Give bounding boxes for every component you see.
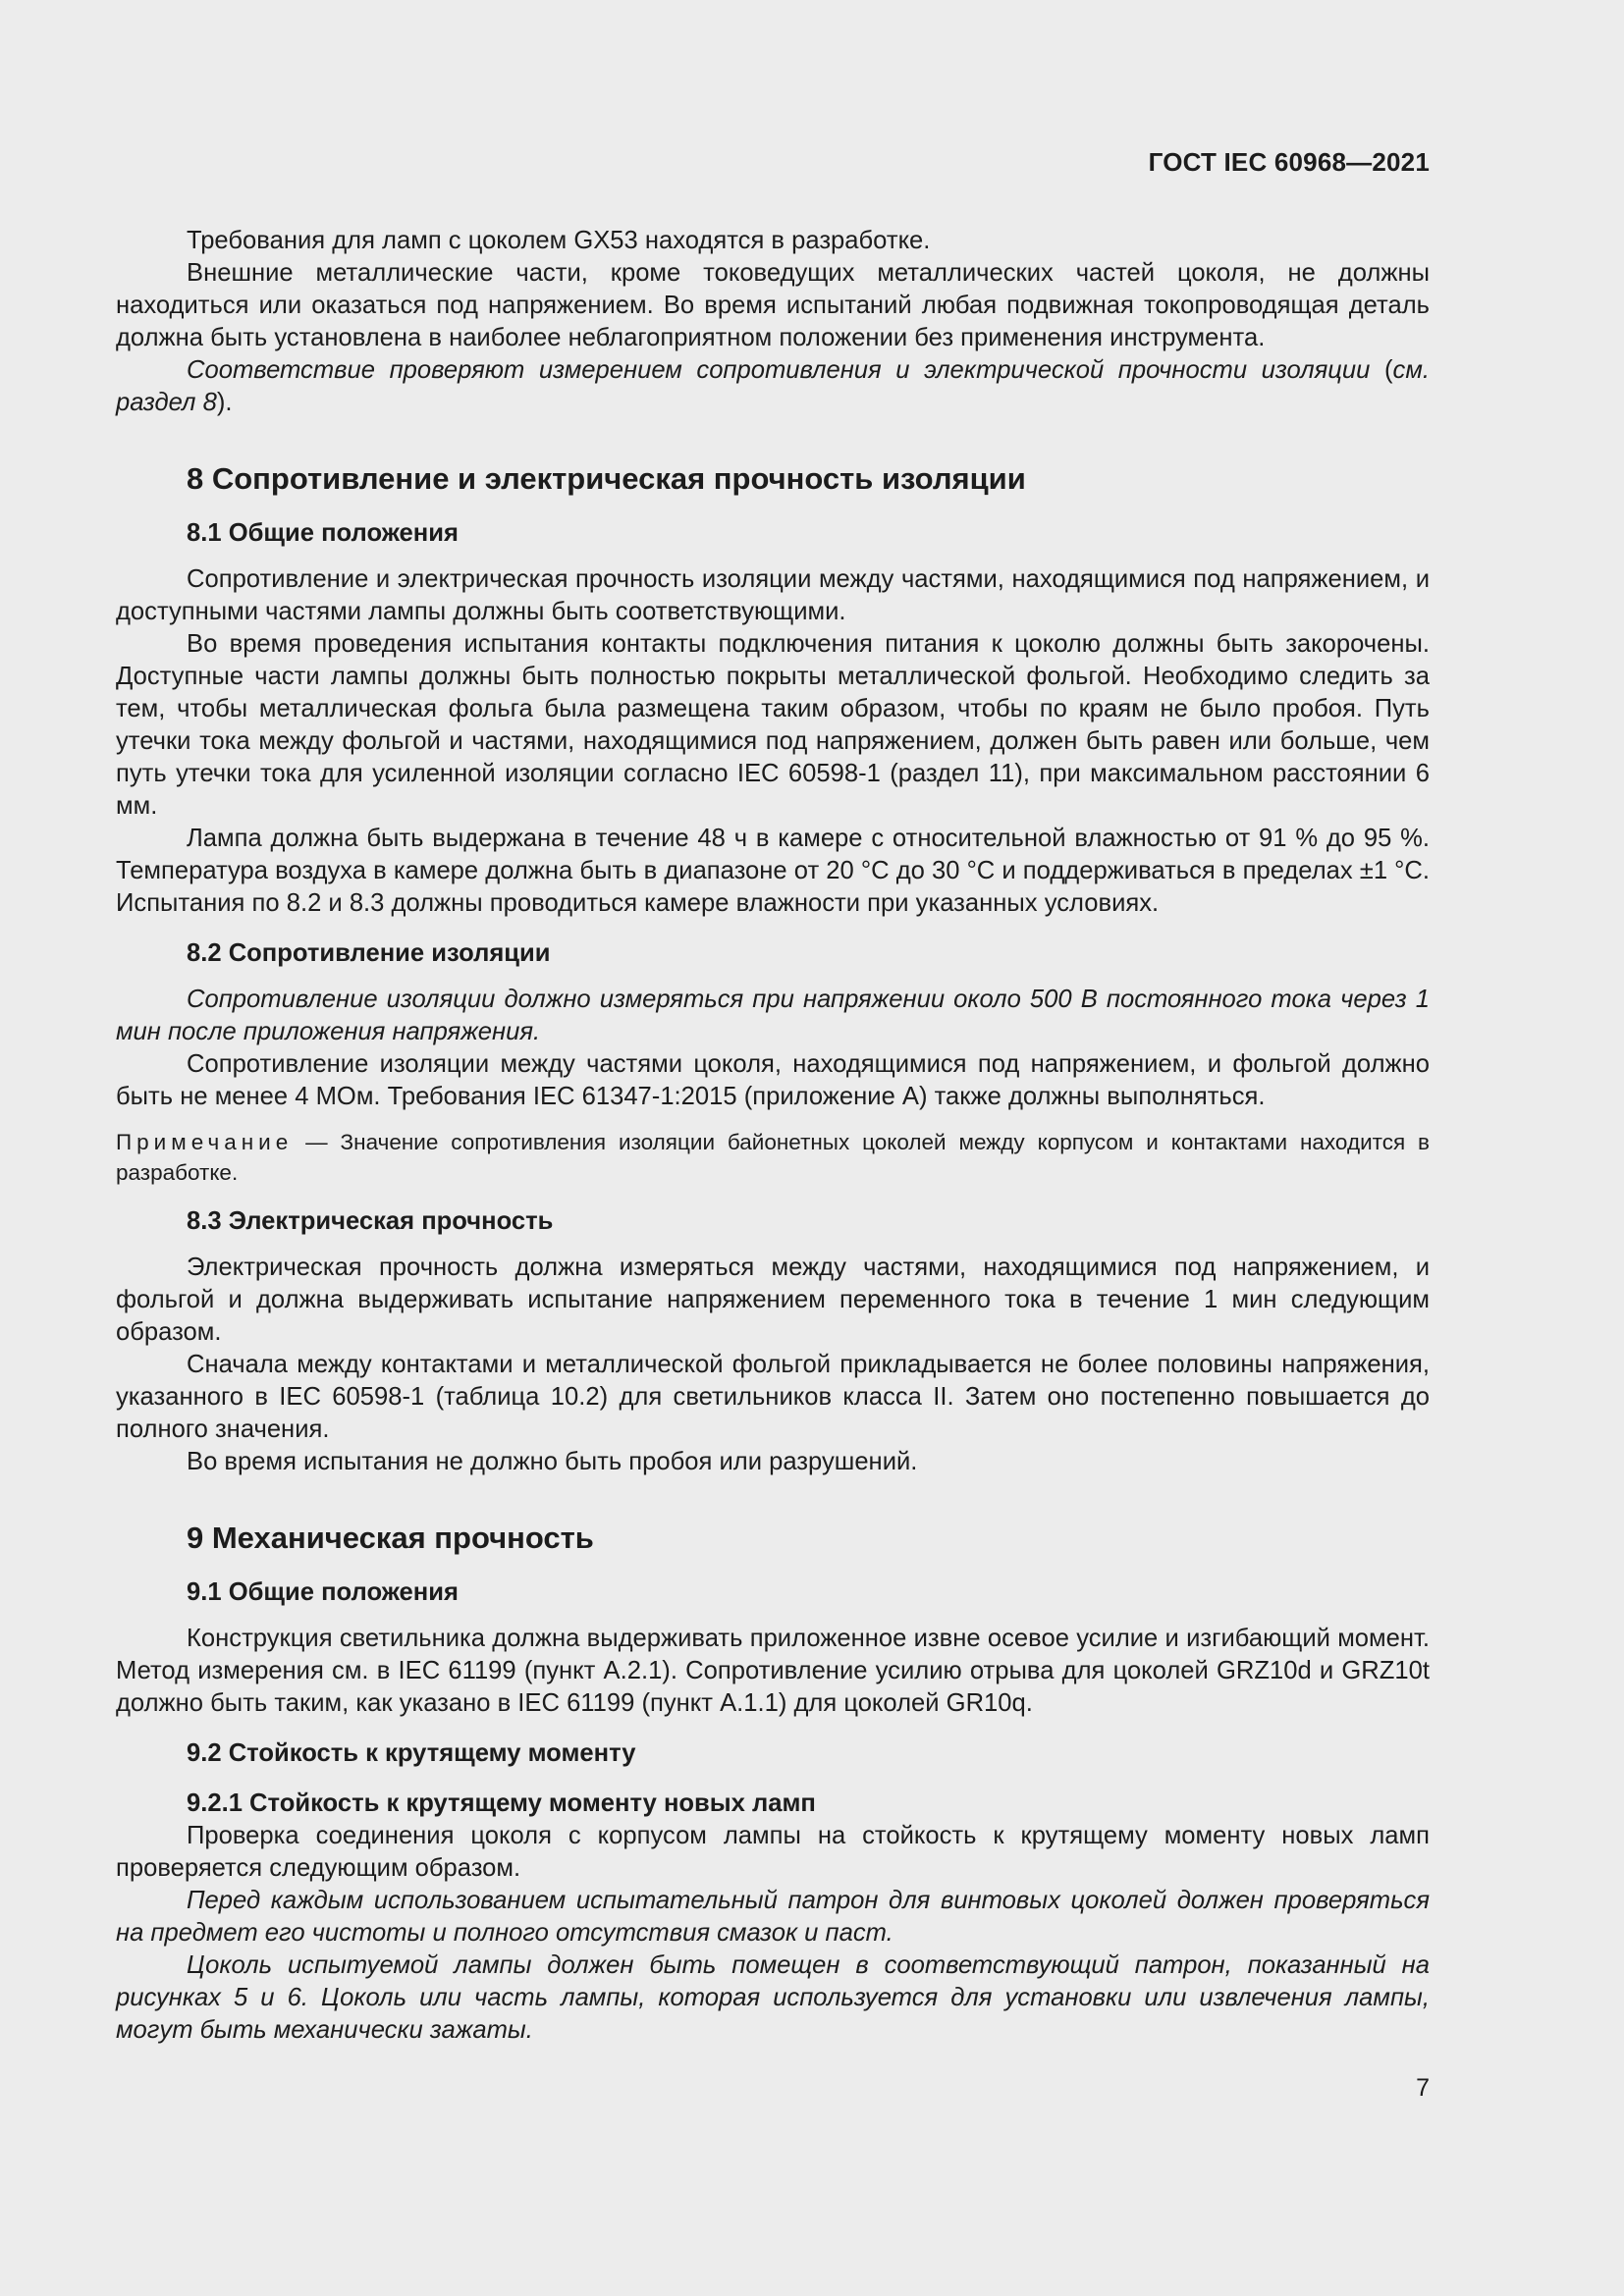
intro-paragraph-2: Внешние металлические части, кроме токоведущих металлических частей цоколя, не должны находиться или оказаться под напряжением. Во время испытаний любая подвижная токопроводящая деталь должна быть установлена в наиболее неблагоприятном положении без применения инструмента.	[116, 259, 1430, 351]
section-8-3-heading: 8.3 Электрическая прочность	[187, 1207, 554, 1235]
section-9-2-1-paragraph-2: Перед каждым использованием испытательный патрон для винтовых цоколей должен проверяться на предмет его чистоты и полного отсутствия смазок и паст.	[116, 1887, 1430, 1947]
section-8-2-note	[116, 1127, 1430, 1188]
page-number: 7	[1416, 2074, 1430, 2102]
section-8-3-paragraph-1: Электрическая прочность должна измеряться между частями, находящимися под напряжением, и фольгой и должна выдерживать испытание напряжением переменного тока в течение 1 мин следующим образом.	[116, 1254, 1430, 1346]
section-9-2-1-heading: 9.2.1 Стойкость к крутящему моменту новых ламп	[187, 1789, 816, 1817]
note-label: Примечание	[116, 1130, 294, 1154]
section-9-1-heading: 9.1 Общие положения	[187, 1578, 459, 1606]
intro-paren-close: ).	[216, 389, 233, 416]
section-9-heading: 9 Механическая прочность	[187, 1521, 594, 1555]
section-8-1-paragraph-3: Лампа должна быть выдержана в течение 48 ч в камере с относительной влажностью от 91 % до 95 %. Температура воздуха в камере должна быть в диапазоне от 20 °С до 30 °С и поддерживаться в пределах ±1 °С. Испытания по 8.2 и 8.3 должны проводиться камере влажности при указанных условиях.	[116, 825, 1430, 917]
intro-paragraph-3	[116, 354, 1430, 419]
section-8-heading: 8 Сопротивление и электрическая прочность изоляции	[187, 461, 1026, 496]
section-8-1-heading: 8.1 Общие положения	[187, 519, 459, 547]
section-8-1-paragraph-2: Во время проведения испытания контакты подключения питания к цоколю должны быть закорочены. Доступные части лампы должны быть полностью покрыты металлической фольгой. Необходимо следить за тем, чтобы металлическая фольга была размещена таким образом, чтобы по краям не было пробоя. Путь утечки тока между фольгой и частями, находящимися под напряжением, должен быть равен или больше, чем путь утечки тока для усиленной изоляции согласно IEC 60598-1 (раздел 11), при максимальном расстоянии 6 мм.	[116, 630, 1430, 820]
intro-paragraph-1: Требования для ламп с цоколем GX53 находятся в разработке.	[187, 227, 931, 254]
section-8-3-paragraph-3: Во время испытания не должно быть пробоя или разрушений.	[187, 1448, 918, 1475]
intro-compliance-text: Соответствие проверяют измерением сопротивления и электрической прочности изоляции	[187, 356, 1371, 384]
section-9-1-paragraph-1: Конструкция светильника должна выдерживать приложенное извне осевое усилие и изгибающий момент. Метод измерения см. в IEC 61199 (пункт А.2.1). Сопротивление усилию отрыва для цоколей GRZ10d и GRZ10t должно быть таким, как указано в IEC 61199 (пункт А.1.1) для цоколей GR10q.	[116, 1625, 1430, 1717]
intro-paren-open: (	[1384, 356, 1393, 384]
section-8-3-paragraph-2: Сначала между контактами и металлической фольгой прикладывается не более половины напряжения, указанного в IEC 60598-1 (таблица 10.2) для светильников класса II. Затем оно постепенно повышается до полного значения.	[116, 1351, 1430, 1443]
section-9-2-1-paragraph-3: Цоколь испытуемой лампы должен быть помещен в соответствующий патрон, показанный на рисунках 5 и 6. Цоколь или часть лампы, которая используется для установки или извлечения лампы, могут быть механически зажаты.	[116, 1951, 1430, 2044]
section-8-2-paragraph-2: Сопротивление изоляции между частями цоколя, находящимися под напряжением, и фольгой должно быть не менее 4 МОм. Требования IEC 61347-1:2015 (приложение А) также должны выполняться.	[116, 1050, 1430, 1110]
document-body	[116, 225, 1430, 2047]
intro-section-ref: см. раздел 8	[116, 356, 1430, 416]
section-8-2-paragraph-1: Сопротивление изоляции должно измеряться при напряжении около 500 В постоянного тока через 1 мин после приложения напряжения.	[116, 986, 1430, 1045]
section-8-2-heading: 8.2 Сопротивление изоляции	[187, 939, 551, 967]
section-9-2-1-paragraph-1: Проверка соединения цоколя с корпусом лампы на стойкость к крутящему моменту новых ламп проверяется следующим образом.	[116, 1822, 1430, 1882]
section-9-2-heading: 9.2 Стойкость к крутящему моменту	[187, 1739, 636, 1767]
note-text: — Значение сопротивления изоляции байонетных цоколей между корпусом и контактами находится в разработке.	[116, 1130, 1430, 1185]
section-8-1-paragraph-1: Сопротивление и электрическая прочность изоляции между частями, находящимися под напряжением, и доступными частями лампы должны быть соответствующими.	[116, 565, 1430, 625]
document-header: ГОСТ IEC 60968—2021	[1148, 147, 1430, 177]
